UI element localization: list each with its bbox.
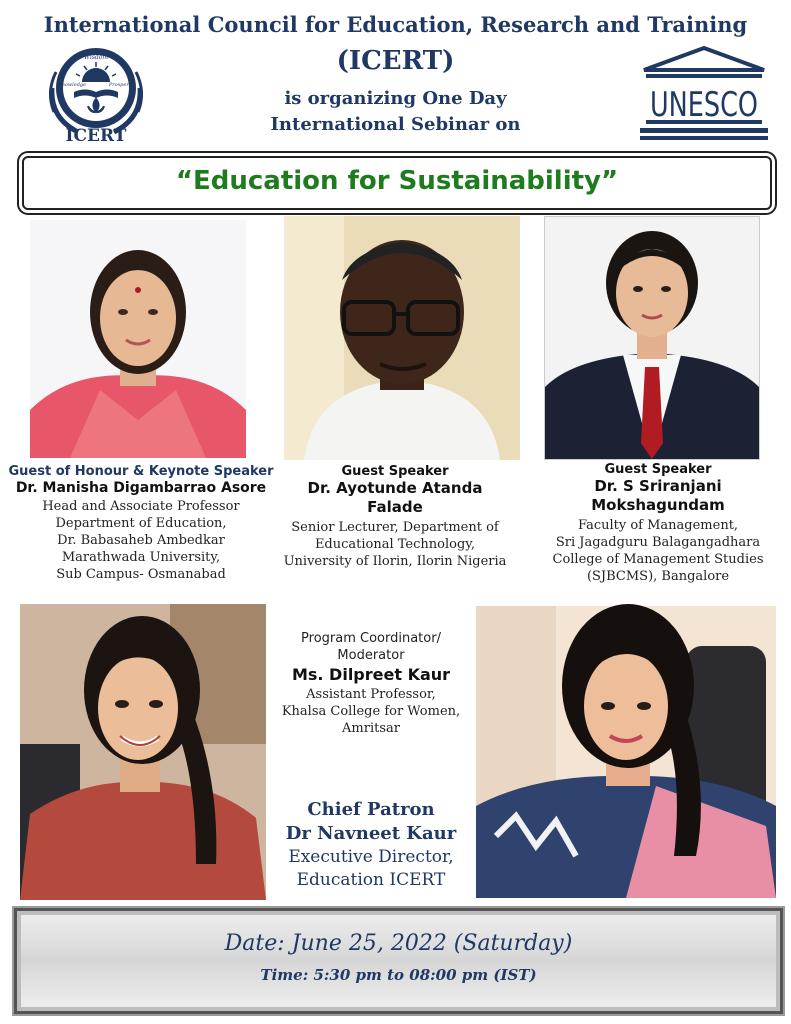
seminar-line: International Sebinar on (270, 114, 521, 135)
patron-details (266, 798, 476, 892)
icert-logo-label: ICERT (65, 126, 127, 146)
speaker-1-role: Guest of Honour & Keynote Speaker (8, 464, 274, 479)
patron-affiliation-1: Executive Director, (288, 847, 454, 867)
coordinator-affiliation-3: Amritsar (342, 721, 400, 736)
coordinator-details (266, 630, 476, 737)
speaker-3-photo (544, 216, 760, 460)
coordinator-affiliation-1: Assistant Professor, (306, 687, 436, 702)
speaker-2-affiliation-1: Senior Lecturer, Department of (291, 520, 499, 535)
speaker-3-details (528, 462, 788, 585)
coordinator-name: Ms. Dilpreet Kaur (291, 665, 451, 684)
speaker-1-photo (30, 220, 246, 458)
speaker-3-role: Guest Speaker (604, 462, 712, 477)
seminar-title-banner (22, 156, 772, 210)
svg-text:Wisdom: Wisdom (83, 54, 109, 61)
speaker-2-details (262, 464, 528, 570)
organization-acronym: (ICERT) (336, 46, 455, 76)
speaker-3-affiliation-3: College of Management Studies (552, 552, 764, 567)
patron-photo (476, 606, 776, 898)
unesco-temple-icon (640, 46, 768, 142)
event-date: Date: June 25, 2022 (Saturday) (224, 931, 573, 956)
organizing-line: is organizing One Day (284, 88, 507, 109)
coordinator-photo (20, 604, 266, 900)
speaker-2-photo (284, 216, 520, 460)
speaker-3-name-line-2: Mokshagundam (591, 496, 725, 514)
coordinator-role-line-2: Moderator (337, 648, 405, 663)
speaker-1-affiliation-4: Marathwada University, (61, 550, 221, 565)
coordinator-role-line-1: Program Coordinator/ (301, 631, 441, 646)
speaker-2-role: Guest Speaker (341, 464, 449, 479)
speaker-1-affiliation-2: Department of Education, (55, 516, 227, 531)
speaker-2-affiliation-3: University of Ilorin, Ilorin Nigeria (283, 554, 507, 569)
patron-affiliation-2: Education ICERT (296, 870, 446, 890)
speaker-1-affiliation-3: Dr. Babasaheb Ambedkar (57, 533, 225, 548)
event-time: Time: 5:30 pm to 08:00 pm (IST) (260, 966, 537, 984)
svg-text:Prosperity: Prosperity (108, 82, 136, 88)
speaker-3-name-line-1: Dr. S Sriranjani (594, 477, 722, 495)
event-schedule-panel (14, 908, 783, 1014)
patron-role: Chief Patron (307, 799, 435, 820)
speaker-1-name: Dr. Manisha Digambarrao Asore (15, 480, 267, 496)
speaker-3-affiliation-2: Sri Jagadguru Balagangadhara (555, 535, 761, 550)
organization-name: International Council for Education, Research and Training (43, 12, 748, 37)
speaker-2-name-line-1: Dr. Ayotunde Atanda (307, 479, 483, 497)
speaker-1-details (2, 464, 280, 583)
speaker-1-affiliation-5: Sub Campus- Osmanabad (56, 567, 226, 582)
speaker-3-affiliation-4: (SJBCMS), Bangalore (586, 569, 730, 584)
speaker-3-affiliation-1: Faculty of Management, (577, 518, 739, 533)
seminar-title: “Education for Sustainability” (175, 166, 619, 196)
speaker-1-affiliation-1: Head and Associate Professor (42, 499, 240, 514)
patron-name: Dr Navneet Kaur (285, 823, 457, 844)
coordinator-affiliation-2: Khalsa College for Women, (281, 704, 461, 719)
unesco-logo (640, 46, 768, 142)
icert-logo (38, 42, 154, 148)
speaker-2-affiliation-2: Educational Technology, (314, 537, 476, 552)
speaker-2-name-line-2: Falade (367, 498, 423, 516)
svg-text:UNESCO: UNESCO (650, 85, 758, 125)
svg-text:Knowledge: Knowledge (57, 82, 87, 88)
